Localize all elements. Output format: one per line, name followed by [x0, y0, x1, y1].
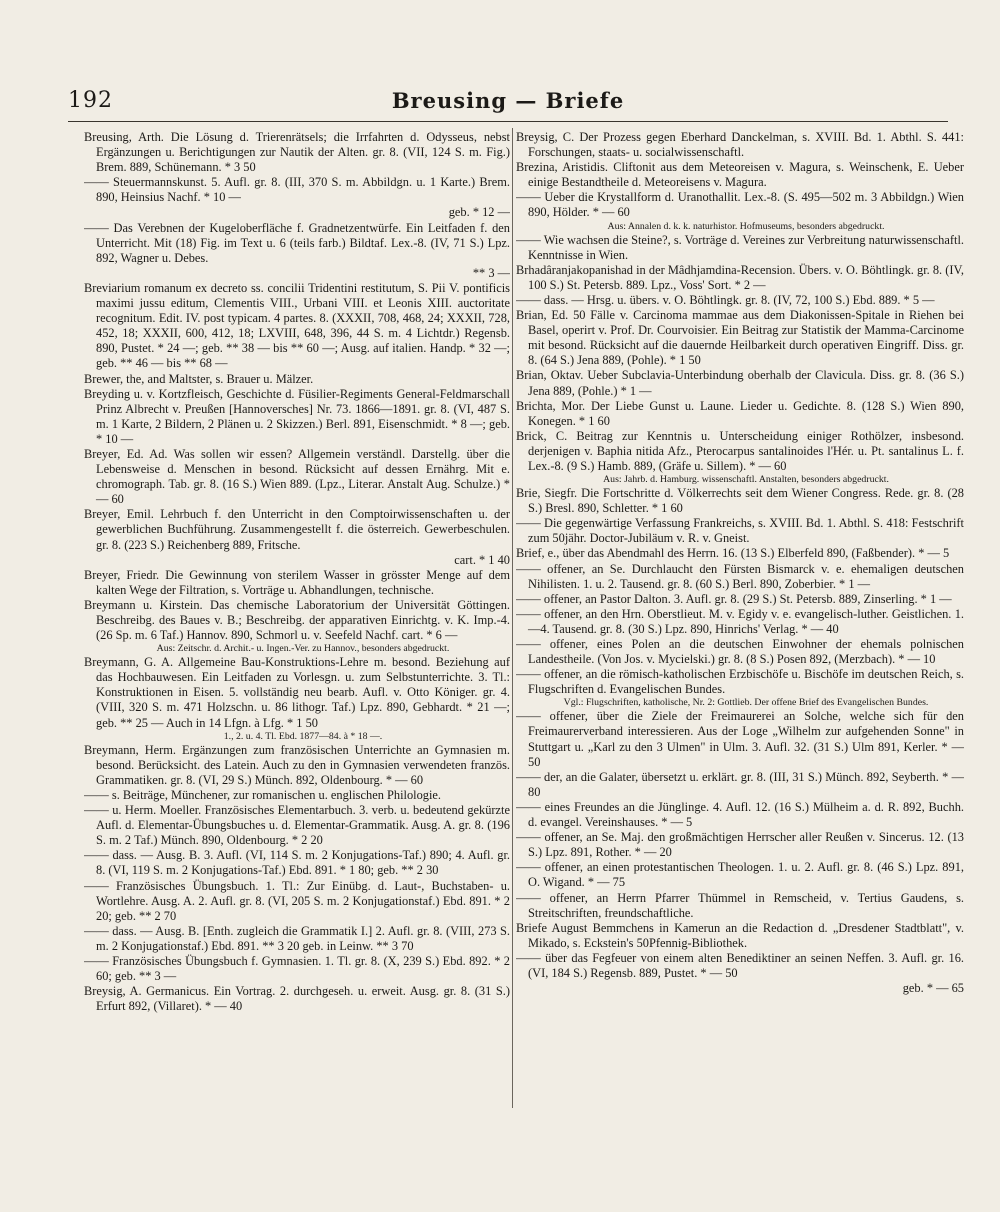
bibliography-entry [84, 954, 510, 984]
column-divider [512, 128, 513, 1108]
entry-price: geb. * — 65 [902, 981, 964, 996]
entry-text: —— offener, an einen protestantischen Theologen. 1. u. 2. Aufl. gr. 8. (46 S.) Lpz. 891, O. Wigand. * — 75 [516, 860, 964, 890]
bibliography-entry [84, 568, 510, 598]
bibliography-entry [516, 667, 964, 709]
bibliography-entry [516, 951, 964, 996]
entry-text: Brhadâranjakopanishad in der Mâdhjamdina-Recension. Übers. v. O. Böhtlingk. gr. 8. (IV, 100 S.) St. Petersb. 889. Lpz., Voss' Sort. * 2 — [516, 262, 964, 292]
entry-text: —— Französisches Übungsbuch f. Gymnasien. 1. Tl. gr. 8. (X, 239 S.) Ebd. 892. * 2 60; geb. ** 3 — [84, 953, 510, 984]
entry-note: 1., 2. u. 4. Tl. Ebd. 1877—84. à * 18 —. [223, 730, 383, 742]
bibliography-entry [84, 130, 510, 175]
bibliography-entry [84, 788, 510, 803]
entry-text: —— offener, an Pastor Dalton. 3. Aufl. gr. 8. (29 S.) St. Petersb. 889, Zinserling. * 1 — [516, 591, 952, 606]
entry-text: —— offener, an den Hrn. Oberstlieut. M. v. Egidy v. e. evangelisch-luther. Geistlichen. 1.—4. Tausend. gr. 8. (30 S.) Lpz. 890, Hinrichs' Verlag. * — 40 [516, 606, 964, 636]
entry-text: Brief, e., über das Abendmahl des Herrn. 16. (13 S.) Elberfeld 890, (Faßbender). * — 5 [516, 546, 950, 561]
entry-text: —— dass. — Ausg. B. 3. Aufl. (VI, 114 S. m. 2 Konjugations-Taf.) 890; 4. Aufl. gr. 8. (VI, 119 S. m. 2 Konjugations-Taf.) Ebd. 891. * 1 80; geb. ** 2 30 [84, 848, 510, 878]
bibliography-entry [84, 743, 510, 788]
entry-text: Breyer, Ed. Ad. Was sollen wir essen? Allgemein verständl. Darstellg. über die Lebensweise d. Menschen in besond. Rücksicht auf dessen Ernährg. Mit e. chromograph. Tab. gr. 8. (16 S.) Wien 889. (Lpz., Literar. Anstalt Aug. Schulze.) * — 60 [84, 446, 510, 507]
entry-text: Breusing, Arth. Die Lösung d. Trierenrätsels; die Irrfahrten d. Odysseus, nebst Ergänzungen u. Berichtigungen zur Nautik der Alten. gr. 8. (VII, 124 S. m. Fig.) Brem. 889, Schünemann. * 3 50 [84, 130, 510, 175]
entry-note: Aus: Zeitschr. d. Archit.- u. Ingen.-Ver. zu Hannov., besonders abgedruckt. [156, 643, 450, 655]
bibliography-entry [84, 924, 510, 954]
entry-text: —— Steuermannskunst. 5. Aufl. gr. 8. (III, 370 S. m. Abbildgn. u. 1 Karte.) Brem. 890, Heinsius Nachf. * 10 — [84, 175, 510, 205]
entry-text: Brichta, Mor. Der Liebe Gunst u. Laune. Lieder u. Gedichte. 8. (128 S.) Wien 890, Konegen. * 1 60 [516, 398, 964, 428]
bibliography-entry [84, 175, 510, 220]
entry-text: —— offener, an Herrn Pfarrer Thümmel in Remscheid, v. Tertius Gaudens, s. Streitschriften, freundschaftliche. [516, 890, 964, 920]
bibliography-entry [516, 160, 964, 190]
bibliography-entry [516, 399, 964, 429]
entry-text: —— dass. — Ausg. B. [Enth. zugleich die Grammatik I.] 2. Aufl. gr. 8. (VIII, 273 S. m. 2 Konjugationstaf.) Ebd. 891. ** 3 20 geb. in Leinw. ** 3 70 [84, 923, 510, 953]
page-header [68, 88, 948, 118]
page-number: 192 [68, 88, 113, 113]
bibliography-entry [516, 607, 964, 637]
bibliography-entry [84, 803, 510, 848]
bibliography-entry [516, 860, 964, 890]
entry-note: Vgl.: Flugschriften, katholische, Nr. 2: Gottlieb. Der offene Brief des Evangelischen Bundes. [563, 697, 929, 709]
bibliography-entry [516, 546, 964, 561]
entry-text: —— offener, an Se. Maj. den großmächtigen Herrscher aller Reußen v. Sincerus. 12. (13 S.) Lpz. 891, Rother. * — 20 [516, 830, 964, 860]
bibliography-entry [516, 637, 964, 667]
entry-text: Brezina, Aristidis. Cliftonit aus dem Meteoreisen v. Magura, s. Weinschenk, E. Ueber einige Bestandtheile d. Meteoreisens v. Magura. [516, 160, 964, 190]
entry-note: Aus: Jahrb. d. Hamburg. wissenschaftl. Anstalten, besonders abgedruckt. [603, 474, 889, 486]
bibliography-entry [84, 447, 510, 507]
entry-text: —— Das Verebnen der Kugeloberfläche f. Gradnetzentwürfe. Ein Leitfaden f. den Unterricht. Mit (18) Fig. im Text u. 6 (teils farb.) Bildtaf. Lex.-8. (IV, 71 S.) Lpz. 892, Wagner u. Debes. [84, 220, 510, 265]
bibliography-entry [84, 598, 510, 655]
entry-text: Brian, Ed. 50 Fälle v. Carcinoma mammae aus dem Diakonissen-Spitale in Riehen bei Basel, operirt v. Prof. Dr. Courvoisier. Ein Beitrag zur Statistik der Mamma-Carcinome mit besond. Rücksicht auf die dauernde Heilbarkeit durch operativen Eingriff. Diss. gr. 8. (64 S.) Jena 889, (Pohle). * 1 50 [516, 308, 964, 368]
header-rule [68, 121, 948, 122]
bibliography-entry [516, 709, 964, 769]
bibliography-entry [516, 130, 964, 160]
bibliography-entry [84, 655, 510, 742]
bibliography-entry [516, 800, 964, 830]
bibliography-entry [84, 281, 510, 372]
bibliography-entry [516, 770, 964, 800]
entry-text: —— offener, über die Ziele der Freimaurerei an Solche, welche sich für den Freimaurerverband interessieren. Aus der Loge „Wilhelm zur aufgehenden Sonne" in Stuttgart u. „Karl zu den 3 Ulmen" in Ulm. 3. Aufl. 32. (31 S.) Ulm 891, Kerler. * — 50 [516, 709, 964, 769]
entry-text: Breviarium romanum ex decreto ss. concilii Tridentini restitutum, S. Pii V. pontificis maximi jussu editum, Clementis VIII., Urbani VIII. et Leonis XIII. auctoritate recognitum. Edit. IV. post typicam. 4 partes. 8. (XXXII, 708, 468, 24; XXXII, 728, 452, 18; XXXII, 600, 412, 18; LXVIII, 648, 396, 44 S. m. 4 Lichtdr.) Regensb. 890, Pustet. * 24 —; geb. ** 38 — bis ** 60 —; Ausg. auf italien. Handp. * 32 —; geb. ** 46 — bis ** 68 — [84, 280, 510, 371]
entry-text: Brick, C. Beitrag zur Kenntnis u. Unterscheidung einiger Rothölzer, insbesond. derjenigen v. Baphia nitida Afz., Pterocarpus santalinoides l'Hér. u. Pt. santalinus L. f. Lex.-8. (9 S.) Hamb. 889, (Gräfe u. Sillem). * — 60 [516, 428, 964, 473]
entry-text: —— Französisches Übungsbuch. 1. Tl.: Zur Einübg. d. Laut-, Buchstaben- u. Wortlehre. Ausg. A. 2. Aufl. gr. 8. (VI, 205 S. m. 2 Konjugationstaf.) Ebd. 891. * 2 20; geb. ** 2 70 [84, 878, 510, 923]
bibliography-entry [516, 562, 964, 592]
bibliography-entry [516, 830, 964, 860]
right-column [516, 130, 964, 1170]
bibliography-entry [516, 263, 964, 293]
bibliography-entry [516, 921, 964, 951]
bibliography-entry [516, 592, 964, 607]
entry-text: Breysig, A. Germanicus. Ein Vortrag. 2. durchgeseh. u. erweit. Ausg. gr. 8. (31 S.) Erfurt 892, (Villaret). * — 40 [84, 984, 510, 1014]
bibliography-entry [84, 387, 510, 447]
entry-text: Breymann, G. A. Allgemeine Bau-Konstruktions-Lehre m. besond. Beziehung auf das Hochbauwesen. Ein Leitfaden zu Vorlesgn. u. zum Selbstunterrichte. 3. Tl.: Konstruktionen in Eisen. 5. vollständig neu bearb. Aufl. v. Otto Königer. gr. 4. (VIII, 320 S. m. 471 Holzschn. u. 86 lithogr. Taf.) Lpz. 890, Gebhardt. * 21 —; geb. ** 25 — Auch in 14 Lfgn. à Lfg. * 1 50 [84, 655, 510, 730]
bibliography-entry [516, 293, 964, 308]
entry-text: —— Ueber die Krystallform d. Uranothallit. Lex.-8. (S. 495—502 m. 3 Abbildgn.) Wien 890, Hölder. * — 60 [516, 190, 964, 220]
entry-text: Brewer, the, and Maltster, s. Brauer u. Mälzer. [84, 371, 314, 386]
entry-text: —— s. Beiträge, Münchener, zur romanischen u. englischen Philologie. [84, 787, 442, 802]
entry-text: —— Wie wachsen die Steine?, s. Vorträge d. Vereines zur Verbreitung naturwissenschaftl. Kenntnisse in Wien. [516, 232, 964, 262]
entry-text: Brie, Siegfr. Die Fortschritte d. Völkerrechts seit dem Wiener Congress. Rede. gr. 8. (28 S.) Bresl. 890, Schletter. * 1 60 [516, 486, 964, 516]
entry-price: geb. * 12 — [448, 205, 510, 220]
bibliography-entry [516, 429, 964, 486]
entry-text: Breymann, Herm. Ergänzungen zum französischen Unterrichte an Gymnasien m. besond. Berücksicht. des Latein. Auch zu den in Gymnasien verwendeten französ. Grammatiken. gr. 8. (VI, 29 S.) Münch. 892, Oldenbourg. * — 60 [84, 742, 510, 787]
bibliography-entry [516, 368, 964, 398]
entry-text: —— offener, an Se. Durchlaucht den Fürsten Bismarck v. e. ehemaligen deutschen Nihilisten. 1. u. 2. Tausend. gr. 8. (60 S.) Berl. 890, Zoberbier. * 1 — [516, 561, 964, 591]
bibliography-entry [84, 221, 510, 281]
entry-text: —— Die gegenwärtige Verfassung Frankreichs, s. XVIII. Bd. 1. Abthl. S. 418: Festschrift zum 50jähr. Doctor-Jubiläum v. R. v. Gneist. [516, 516, 964, 546]
bibliography-entry [516, 486, 964, 516]
left-column [84, 130, 510, 1170]
entry-text: Brian, Oktav. Ueber Subclavia-Unterbindung oberhalb der Clavicula. Diss. gr. 8. (36 S.) Jena 889, (Pohle.) * 1 — [516, 368, 964, 398]
bibliography-entry [84, 879, 510, 924]
bibliography-entry [84, 848, 510, 878]
bibliography-entry [84, 372, 510, 387]
entry-text: —— über das Fegfeuer von einem alten Benediktiner an seinen Neffen. 3. Aufl. gr. 16. (VI, 184 S.) Regensb. 889, Pustet. * — 50 [516, 950, 964, 980]
entry-text: Breysig, C. Der Prozess gegen Eberhard Danckelman, s. XVIII. Bd. 1. Abthl. S. 441: Forschungen, staats- u. socialwissenschaftl. [516, 130, 964, 160]
entry-price: cart. * 1 40 [454, 552, 510, 567]
entry-note: Aus: Annalen d. k. k. naturhistor. Hofmuseums, besonders abgedruckt. [607, 220, 885, 232]
entry-text: —— offener, an die römisch-katholischen Erzbischöfe u. Bischöfe im deutschen Reich, s. Flugschriften d. Evangelischen Bundes. [516, 667, 964, 697]
running-head: Breusing — Briefe [391, 88, 625, 113]
entry-text: —— dass. — Hrsg. u. übers. v. O. Böhtlingk. gr. 8. (IV, 72, 100 S.) Ebd. 889. * 5 — [516, 292, 935, 307]
entry-text: Breyding u. v. Kortzfleisch, Geschichte d. Füsilier-Regiments General-Feldmarschall Prinz Albrecht v. Preußen [Hannoversches] Nr. 73. 1866—1891. gr. 8. (VI, 487 S. m. 1 Karte, 2 Bildern, 2 Plänen u. 2 Skizzen.) Berl. 891, Eisenschmidt. * 8 —; geb. * 10 — [84, 386, 510, 446]
bibliography-entry [516, 308, 964, 368]
entry-text: Breyer, Friedr. Die Gewinnung von sterilem Wasser in grösster Menge auf dem kalten Wege der Filtration, s. Vorträge u. Abhandlungen, technische. [84, 567, 510, 597]
bibliography-entry [84, 507, 510, 567]
bibliography-entry [84, 984, 510, 1014]
entry-text: —— offener, eines Polen an die deutschen Einwohner der ehemals polnischen Landestheile. (Von Jos. v. Mycielski.) gr. 8. (8 S.) Posen 892, (Merzbach). * — 10 [516, 637, 964, 667]
entry-price: ** 3 — [472, 265, 510, 280]
bibliography-entry [516, 233, 964, 263]
entry-text: —— u. Herm. Moeller. Französisches Elementarbuch. 3. verb. u. bedeutend gekürzte Aufl. d. Elementar-Übungsbuches u. d. Elementar-Grammatik. Ausg. A. gr. 8. (196 S. m. 2 Taf.) Münch. 890, Oldenbourg. * 2 20 [84, 803, 510, 848]
bibliography-entry [516, 516, 964, 546]
entry-text: —— der, an die Galater, übersetzt u. erklärt. gr. 8. (III, 31 S.) Münch. 892, Seyberth. * — 80 [516, 769, 964, 799]
entry-text: —— eines Freundes an die Jünglinge. 4. Aufl. 12. (16 S.) Mülheim a. d. R. 892, Buchh. d. evangel. Vereinshauses. * — 5 [516, 799, 964, 830]
entry-text: Breyer, Emil. Lehrbuch f. den Unterricht in den Comptoirwissenschaften u. der gewerblichen Buchführung. Zusammengestellt f. die österreich. Gewerbeschulen. gr. 8. (223 S.) Reichenberg 889, Fritsche. [84, 507, 510, 552]
bibliography-entry [516, 190, 964, 232]
entry-text: Breymann u. Kirstein. Das chemische Laboratorium der Universität Göttingen. Beschreibg. des Baues v. B.; Beschreibg. der apparativen Einrichtg. v. K. Imp.-4. (26 Sp. m. 6 Taf.) Hannov. 890, Schmorl u. v. Seefeld Nachf. cart. * 6 — [84, 597, 510, 643]
bibliography-entry [516, 891, 964, 921]
entry-text: Briefe August Bemmchens in Kamerun an die Redaction d. „Dresdener Stadtblatt", v. Mikado, s. Eckstein's 50Pfennig-Bibliothek. [516, 920, 964, 950]
